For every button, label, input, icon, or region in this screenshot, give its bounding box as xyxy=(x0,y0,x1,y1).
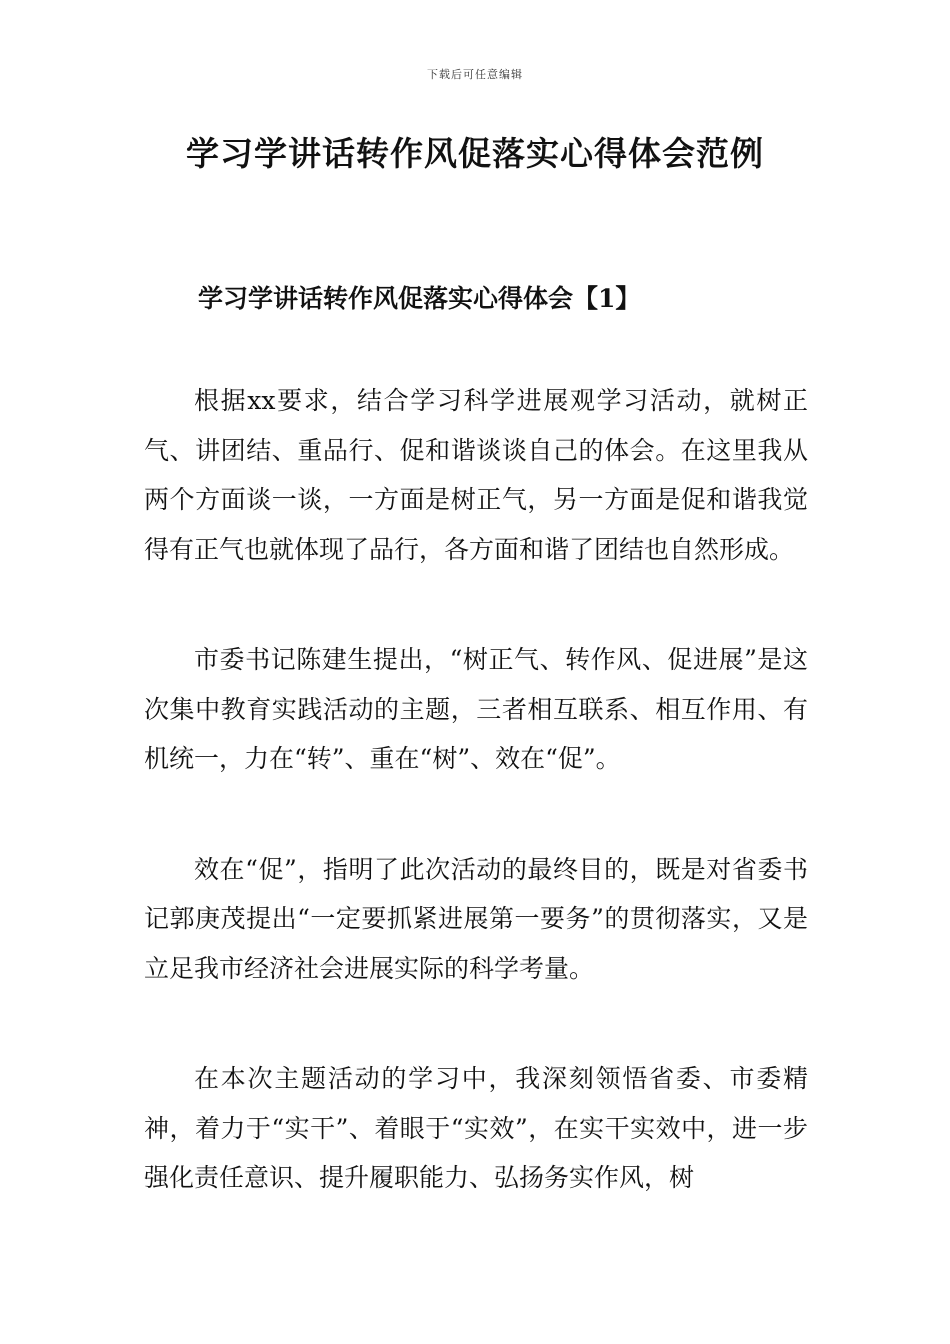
document-body xyxy=(144,376,808,1264)
paragraph-3: 效在“促”，指明了此次活动的最终目的，既是对省委书记郭庚茂提出“一定要抓紧进展第一要务”的贯彻落实，又是立足我市经济社会进展实际的科学考量。 xyxy=(144,854,808,983)
paragraph-1: 根据xx要求，结合学习科学进展观学习活动，就树正气、讲团结、重品行、促和谐谈谈自己的体会。在这里我从两个方面谈一谈，一方面是树正气，另一方面是促和谐我觉得有正气也就体现了品行，各方面和谐了团结也自然形成。 xyxy=(144,386,808,564)
paragraph-2: 市委书记陈建生提出，“树正气、转作风、促进展”是这次集中教育实践活动的主题，三者相互联系、相互作用、有机统一，力在“转”、重在“树”、效在“促”。 xyxy=(144,645,808,773)
document-title: 学习学讲话转作风促落实心得体会范例 xyxy=(186,134,764,173)
header-note: 下载后可任意编辑 xyxy=(427,68,523,81)
section-heading: 学习学讲话转作风促落实心得体会【1】 xyxy=(198,284,641,313)
paragraph-4: 在本次主题活动的学习中，我深刻领悟省委、市委精神，着力于“实干”、着眼于“实效”，在实干实效中，进一步强化责任意识、提升履职能力、弘扬务实作风，树 xyxy=(144,1064,808,1192)
